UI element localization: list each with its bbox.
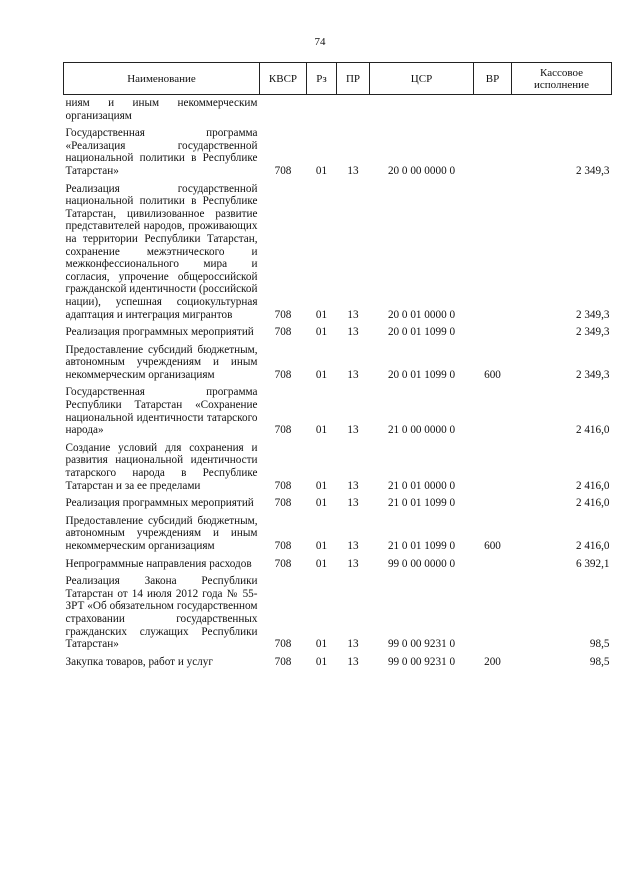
row-name: ниям и иным некоммерческим организациям <box>65 97 258 122</box>
row-pr: 13 <box>347 308 359 321</box>
row-amount: 2 349,3 <box>575 326 610 339</box>
row-name: Реализация программных мероприятий <box>65 497 254 510</box>
row-pr: 13 <box>347 655 359 668</box>
header-name: Наименование <box>64 63 260 95</box>
row-vr: 200 <box>484 655 501 668</box>
row-kvsr: 708 <box>274 557 292 570</box>
row-rz <box>307 95 337 126</box>
row-pr: 13 <box>347 164 359 177</box>
row-vr <box>474 384 512 439</box>
table-row <box>64 324 612 342</box>
table-row <box>64 513 612 556</box>
row-name: Реализация Закона Республики Татарстан от 14 июля 2012 года № 55-ЗРТ «Об обязательном государственном страховании государственных гражданских служащих Республики Татарстан» <box>65 575 258 651</box>
row-rz: 01 <box>315 368 328 381</box>
row-vr <box>474 181 512 325</box>
table-row <box>64 495 612 513</box>
row-amount: 2 349,3 <box>575 308 610 321</box>
row-kvsr: 708 <box>274 326 292 339</box>
row-rz: 01 <box>315 638 328 651</box>
row-pr: 13 <box>347 497 359 510</box>
header-kvsr: КВСР <box>260 63 307 95</box>
row-vr: 600 <box>484 540 501 552</box>
row-csr: 21 0 01 1099 0 <box>387 540 456 552</box>
budget-table <box>63 62 612 671</box>
row-pr: 13 <box>347 557 359 570</box>
row-amount: 98,5 <box>589 655 610 668</box>
row-rz: 01 <box>315 326 328 339</box>
row-name: Государственная программа «Реализация государственной национальной политики в Республике Татарстан» <box>65 127 258 177</box>
header-row <box>64 63 612 95</box>
row-rz: 01 <box>315 479 328 492</box>
row-kvsr <box>260 95 307 126</box>
row-pr: 13 <box>347 638 359 651</box>
row-csr: 99 0 00 9231 0 <box>387 638 456 651</box>
row-name: Государственная программа Республики Татарстан «Сохранение национальной идентичности татарского народа» <box>65 386 258 437</box>
row-name: Реализация государственной национальной политики в Республике Татарстан, цивилизованное развитие представителей народов, проживающих на территории Республики Татарстан, сохранение межэтнического и межконфессионального мира и согласия, упрочение общероссийской гражданской идентичности (российской нации), успешная социокультурная адаптация и интеграция мигрантов <box>65 182 258 321</box>
row-pr: 13 <box>347 424 359 437</box>
table-row <box>64 573 612 654</box>
row-csr: 99 0 00 9231 0 <box>387 655 456 668</box>
row-csr: 21 0 01 0000 0 <box>387 479 456 492</box>
row-pr <box>337 95 370 126</box>
row-kvsr: 708 <box>274 368 292 381</box>
row-csr <box>370 95 474 126</box>
row-name: Реализация программных мероприятий <box>65 326 254 339</box>
row-kvsr: 708 <box>274 497 292 510</box>
row-name: Предоставление субсидий бюджетным, автономным учреждениям и иным некоммерческим организациям <box>65 514 258 552</box>
table-row <box>64 654 612 672</box>
row-vr <box>474 495 512 513</box>
row-csr: 20 0 01 0000 0 <box>387 308 456 321</box>
row-csr: 21 0 01 1099 0 <box>387 497 456 510</box>
table-row <box>64 181 612 325</box>
row-kvsr: 708 <box>274 424 292 437</box>
table-header <box>64 63 612 95</box>
row-csr: 99 0 00 0000 0 <box>387 557 456 570</box>
row-vr <box>474 125 512 180</box>
table-row <box>64 556 612 574</box>
row-name: Создание условий для сохранения и развития национальной идентичности татарского народа в Республике Татарстан и за ее пределами <box>65 441 258 492</box>
row-kvsr: 708 <box>274 164 292 177</box>
row-csr: 20 0 00 0000 0 <box>387 164 456 177</box>
row-amount <box>512 95 612 126</box>
row-amount: 2 349,3 <box>575 164 610 177</box>
row-amount: 6 392,1 <box>575 557 610 570</box>
table-row <box>64 384 612 439</box>
header-rz: Рз <box>307 63 337 95</box>
row-name: Непрограммные направления расходов <box>65 557 252 570</box>
header-csr: ЦСР <box>370 63 474 95</box>
row-amount: 2 416,0 <box>575 479 610 492</box>
page-number: 74 <box>314 36 326 48</box>
table-row <box>64 95 612 126</box>
row-kvsr: 708 <box>274 638 292 651</box>
header-kass: Кассовое исполнение <box>512 63 612 95</box>
row-rz: 01 <box>315 308 328 321</box>
row-vr <box>474 573 512 654</box>
row-vr <box>474 95 512 126</box>
row-amount: 2 416,0 <box>575 497 610 510</box>
row-rz: 01 <box>315 424 328 437</box>
row-pr: 13 <box>347 368 359 381</box>
row-kvsr: 708 <box>274 655 292 668</box>
row-name: Закупка товаров, работ и услуг <box>65 655 213 668</box>
header-vr: ВР <box>474 63 512 95</box>
header-pr: ПР <box>337 63 370 95</box>
row-csr: 20 0 01 1099 0 <box>387 368 456 381</box>
row-vr <box>474 556 512 574</box>
row-csr: 20 0 01 1099 0 <box>387 326 456 339</box>
row-pr: 13 <box>347 326 359 339</box>
table-row <box>64 125 612 180</box>
row-rz: 01 <box>315 557 328 570</box>
row-amount: 2 416,0 <box>575 424 610 437</box>
row-csr: 21 0 00 0000 0 <box>387 424 456 437</box>
row-rz: 01 <box>315 655 328 668</box>
table-body <box>64 95 612 672</box>
row-kvsr: 708 <box>274 308 292 321</box>
row-name: Предоставление субсидий бюджетным, автономным учреждениям и иным некоммерческим организациям <box>65 343 258 381</box>
row-vr: 600 <box>484 368 501 381</box>
row-pr: 13 <box>347 540 359 552</box>
table-row <box>64 342 612 385</box>
row-vr <box>474 324 512 342</box>
row-rz: 01 <box>315 497 328 510</box>
row-kvsr: 708 <box>274 540 292 552</box>
table-row <box>64 440 612 495</box>
row-rz: 01 <box>315 164 328 177</box>
row-amount: 2 416,0 <box>575 540 610 552</box>
row-amount: 98,5 <box>589 638 610 651</box>
row-kvsr: 708 <box>274 479 292 492</box>
row-vr <box>474 440 512 495</box>
row-pr: 13 <box>347 479 359 492</box>
row-amount: 2 349,3 <box>575 368 610 381</box>
row-rz: 01 <box>315 540 328 552</box>
